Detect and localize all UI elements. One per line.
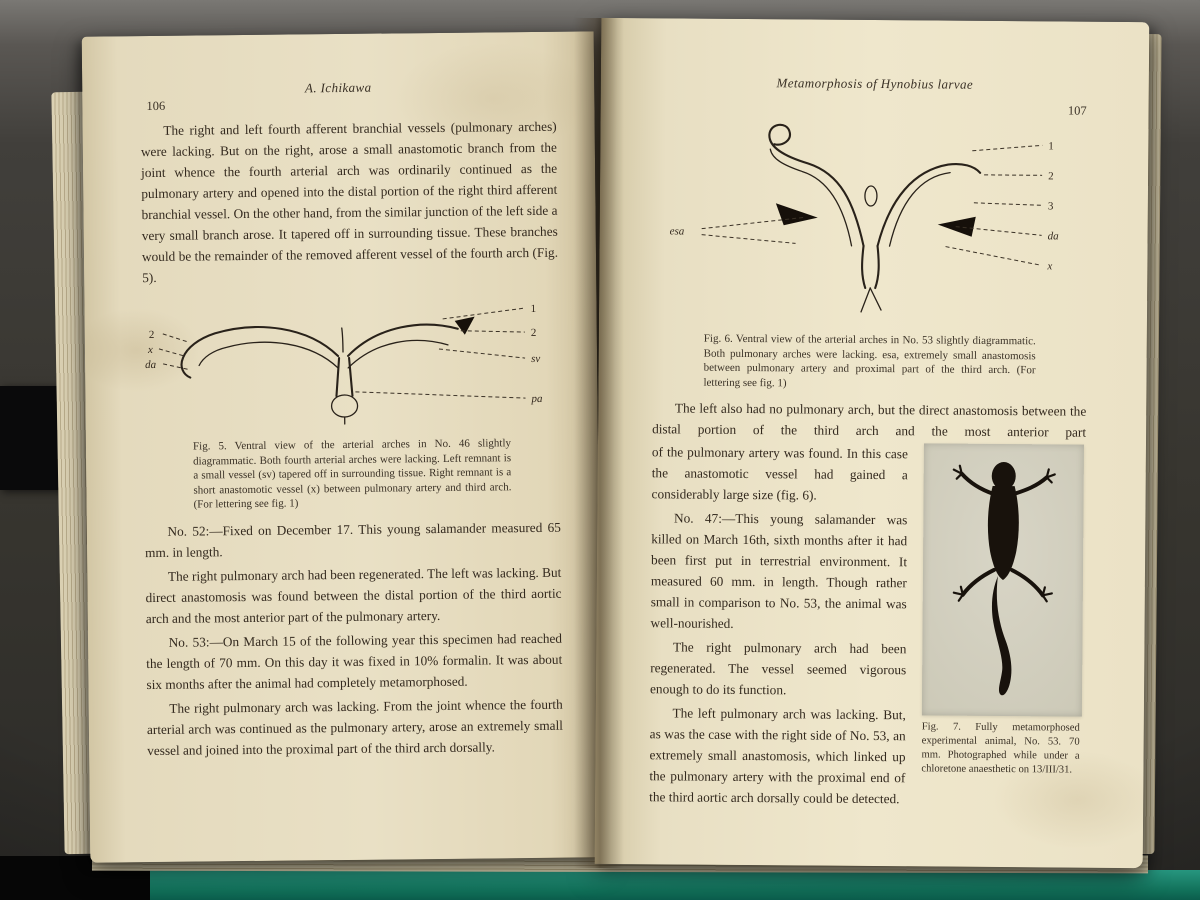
paragraph: The right pulmonary arch was lacking. From the joint whence the fourth arterial arch was continued as the pulmonary artery, arose an extremely small vessel and joined into the proximal part of the third arch dorsally. [146,696,563,758]
right-page [595,18,1150,868]
fig5-label-left-2: 2 [148,328,155,342]
left-page [82,31,603,862]
figure-5-caption: Fig. 5. Ventral view of the arterial arches in No. 46 slightly diagrammatic. Both fourth arterial arches were lacking. Left remnant is a small vessel (sv) tapered off in surrounding tissue. Right remnant is a short anastomotic vessel (x) between pulmonary artery and third arch. (For lettering see fig. 1) [192,437,512,511]
figure-7 [921,443,1086,777]
paragraph: No. 52:—Fixed on December 17. This young salamander measured 65 mm. in length. [145,519,561,560]
figure-6 [652,116,1088,392]
black-arrow-marker [455,317,475,335]
salamander-photo [922,443,1084,716]
figure-5 [142,294,560,513]
paragraph: The left also had no pulmonary arch, but the direct anastomosis between the distal portion of the third arch and the most anterior part [652,400,1087,440]
salamander-illustration [922,443,1084,716]
narrow-text-column [649,441,924,812]
fig6-label-da: da [1047,230,1059,243]
fig6-label-esa: esa [669,225,685,238]
figure-6-caption: Fig. 6. Ventral view of the arterial arches in No. 53 slightly diagrammatic. Both pulmonary arches were lacking. esa, extremely small anastomosis between pulmonary artery and proximal part of the third arch. (For lettering see fig. 1) [703,332,1036,389]
paragraph: The right pulmonary arch had been regenerated. The left was lacking. But direct anastomosis was found between the distal portion of the third aortic arch and the most anterior part of the pulmonary artery. [145,564,562,626]
fig6-label-1: 1 [1048,140,1054,153]
fig5-label-1: 1 [530,302,537,316]
paragraph: The right pulmonary arch had been regenerated. The vessel seemed vigorous enough to do its function. [650,639,907,698]
fig6-label-3: 3 [1047,200,1054,213]
paragraph: of the pulmonary artery was found. In this case the anastomotic vessel had gained a considerably large size (fig. 6). [651,444,908,503]
table-surface [0,870,1200,900]
fig5-label-x: x [147,343,153,357]
left-page-body [141,116,564,764]
right-page-body [649,103,1089,813]
fig6-label-2: 2 [1048,170,1054,183]
text-and-figure-row [649,441,1086,813]
running-head-title: Metamorphosis of Hynobius larvae [776,75,974,92]
figure-5-diagram [142,294,563,430]
black-arrow-marker-left [776,203,818,225]
fig6-label-x: x [1047,260,1053,273]
fig5-label-pa: pa [531,392,543,406]
paragraph: The right and left fourth afferent branchial vessels (pulmonary arches) were lacking. But on the right, arose a small anastomotic branch from the joint whence the fourth arterial arch was ordinarily continued as the pulmonary artery and opened into the distal portion of the right third afferent branchial vessel. On the other hand, from the similar junction of the left side a very small branch arose. It tapered off in surrounding tissue. These branches would be the remainder of the removed afferent vessel of the fourth arch (Fig. 5). [140,118,559,286]
page-number-right: 107 [1067,103,1087,118]
paragraph: No. 47:—This young salamander was killed on March 16th, sixth months after it had been first put in terrestrial environment. It measured 60 mm. in length. Though rather small in comparison to No. 53, the animal was well-nourished. [650,510,908,631]
figure-7-caption: Fig. 7. Fully metamorphosed experimental animal, No. 53. 70 mm. Photographed while under a chloretone anaesthetic on 13/III/31. [921,721,1080,776]
running-head-author: A. Ichikawa [304,79,372,96]
salamander-tail [991,576,1012,695]
figure-6-diagram [655,116,1087,324]
fig5-label-2: 2 [530,326,537,340]
paragraph: No. 53:—On March 15 of the following year this specimen had reached the length of 70 mm. On this day it was fixed in 10% formalin. It was about six months after the animal had completely metamorphosed. [146,630,563,692]
paragraph: The left pulmonary arch was lacking. But, as was the case with the right side of No. 53, an extremely small anastomosis, which linked up the pulmonary artery with the proximal end of the third aortic arch dorsally could be detected. [649,705,906,807]
salamander-body [987,486,1019,580]
salamander-head [992,462,1016,490]
fig5-label-sv: sv [531,352,541,366]
fig5-label-da: da [145,358,157,372]
page-number-left: 106 [146,98,166,114]
